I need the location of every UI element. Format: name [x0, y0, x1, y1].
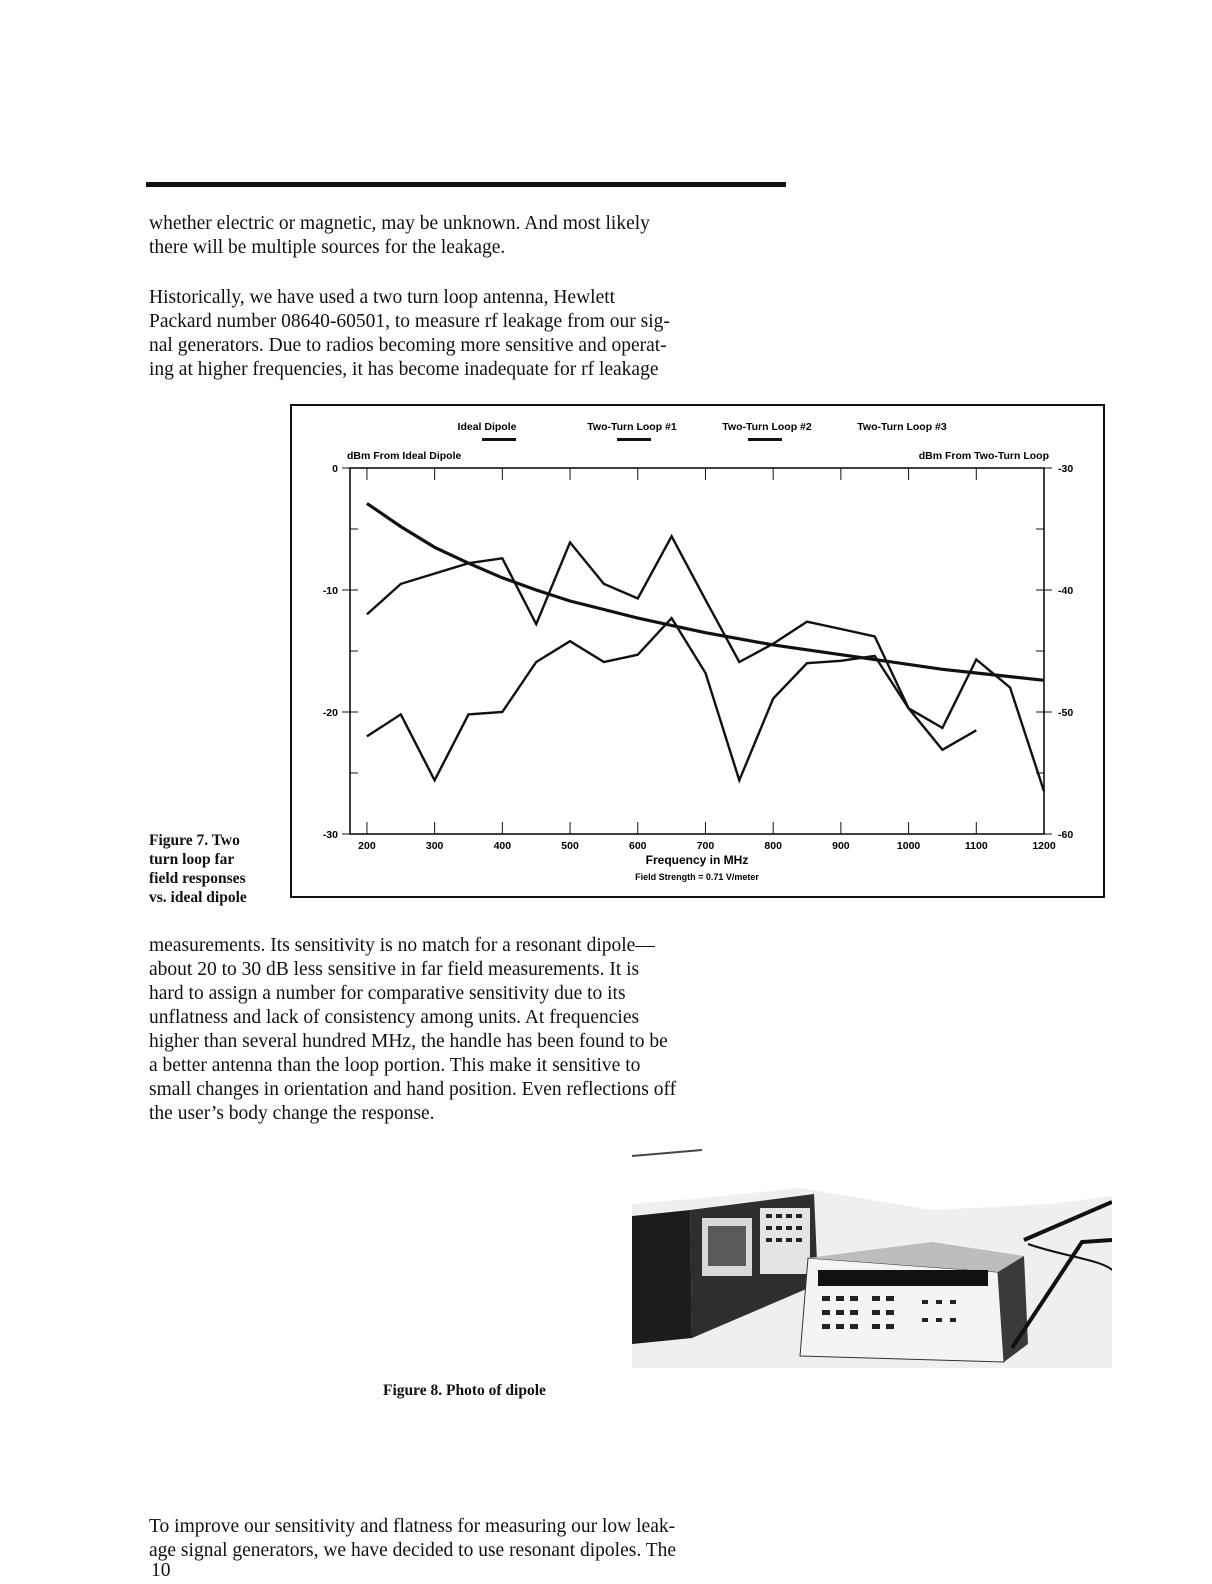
legend-label-ideal-dipole: Ideal Dipole	[457, 421, 517, 433]
text-line: nal generators. Due to radios becoming more sensitive and operat-	[149, 335, 667, 356]
caption-line: turn loop far	[149, 851, 235, 868]
paragraph-4	[149, 1515, 789, 1563]
x-tick-label: 300	[425, 840, 444, 852]
text-line: To improve our sensitivity and flatness for measuring our low leak-	[149, 1516, 676, 1537]
text-line: the user’s body change the response.	[149, 1103, 435, 1124]
figure-7-caption	[149, 831, 279, 907]
text-line: about 20 to 30 dB less sensitive in far field measurements. It is	[149, 959, 640, 980]
header-rule	[146, 182, 786, 187]
y-tick-label-left: 0	[332, 463, 338, 475]
text-line: hard to assign a number for comparative sensitivity due to its	[149, 983, 626, 1004]
text-line: higher than several hundred MHz, the handle has been found to be	[149, 1031, 668, 1052]
y-tick-label-right: -60	[1058, 829, 1074, 841]
text-line: unflatness and lack of consistency among units. At frequencies	[149, 1007, 640, 1028]
legend-swatch-ideal-dipole	[482, 438, 516, 441]
text-line: there will be multiple sources for the leakage.	[149, 237, 506, 258]
field-strength-note: Field Strength = 0.71 V/meter	[635, 872, 759, 882]
caption-line: vs. ideal dipole	[149, 889, 247, 906]
dipole-photo	[632, 1148, 1112, 1368]
x-tick-label: 500	[561, 840, 579, 852]
y-axis-right-label: dBm From Two-Turn Loop	[918, 450, 1049, 462]
legend-label-loop-3: Two-Turn Loop #3	[857, 421, 947, 433]
x-tick-label: 1100	[964, 840, 988, 852]
x-axis-label: Frequency in MHz	[645, 853, 749, 867]
paragraph-1	[149, 212, 789, 260]
text-line: Historically, we have used a two turn loop antenna, Hewlett	[149, 287, 616, 308]
x-tick-label: 800	[764, 840, 782, 852]
loop-response-chart	[292, 406, 1103, 896]
page-number: 10	[151, 1560, 171, 1581]
legend-swatch-loop-2	[748, 438, 782, 441]
x-tick-label: 700	[696, 840, 715, 852]
x-tick-label: 1000	[896, 840, 921, 852]
y-tick-label-left: -20	[322, 707, 338, 719]
x-tick-label: 600	[628, 840, 647, 852]
signal-generator-display	[818, 1270, 988, 1286]
y-axis-left-label: dBm From Ideal Dipole	[347, 450, 462, 462]
tick-labels	[323, 463, 1074, 852]
x-tick-label: 200	[358, 840, 376, 852]
caption-line: Figure 7. Two	[149, 832, 240, 849]
instrument-left-side	[632, 1210, 692, 1344]
y-tick-label-right: -40	[1058, 585, 1074, 597]
figure-8-caption: Figure 8. Photo of dipole	[383, 1382, 546, 1399]
legend	[458, 421, 947, 441]
tick-marks	[342, 468, 1052, 834]
y-tick-label-right: -30	[1058, 463, 1074, 475]
series-line-ideal-dipole	[367, 503, 1044, 680]
text-line: whether electric or magnetic, may be unknown. And most likely	[149, 213, 650, 234]
instrument-screen-inner	[708, 1226, 746, 1266]
legend-label-loop-1: Two-Turn Loop #1	[587, 421, 677, 433]
figure-7-frame	[290, 404, 1105, 898]
x-tick-label: 1200	[1032, 840, 1056, 852]
legend-swatch-loop-1	[617, 438, 651, 441]
y-tick-label-left: -30	[322, 829, 338, 841]
series-line-two-turn-loop-1	[367, 536, 976, 750]
text-line: measurements. Its sensitivity is no match for a resonant dipole—	[149, 935, 655, 956]
text-line: small changes in orientation and hand position. Even reflections off	[149, 1079, 677, 1100]
text-line: Packard number 08640-60501, to measure rf leakage from our sig-	[149, 311, 670, 332]
x-tick-label: 400	[493, 840, 512, 852]
caption-line: field responses	[149, 870, 246, 887]
paragraph-2	[149, 286, 789, 382]
y-tick-label-left: -10	[322, 585, 338, 597]
x-tick-label: 900	[832, 840, 850, 852]
y-tick-label-right: -50	[1058, 707, 1074, 719]
plot-area	[350, 468, 1044, 834]
paragraph-3	[149, 934, 789, 1126]
legend-label-loop-2: Two-Turn Loop #2	[722, 421, 812, 433]
series-line-two-turn-loop-2	[367, 618, 1044, 791]
text-line: a better antenna than the loop portion. This make it sensitive to	[149, 1055, 641, 1076]
text-line: ing at higher frequencies, it has become inadequate for rf leakage	[149, 359, 659, 380]
series-lines	[367, 503, 1044, 791]
text-line: age signal generators, we have decided to use resonant dipoles. The	[149, 1540, 677, 1561]
